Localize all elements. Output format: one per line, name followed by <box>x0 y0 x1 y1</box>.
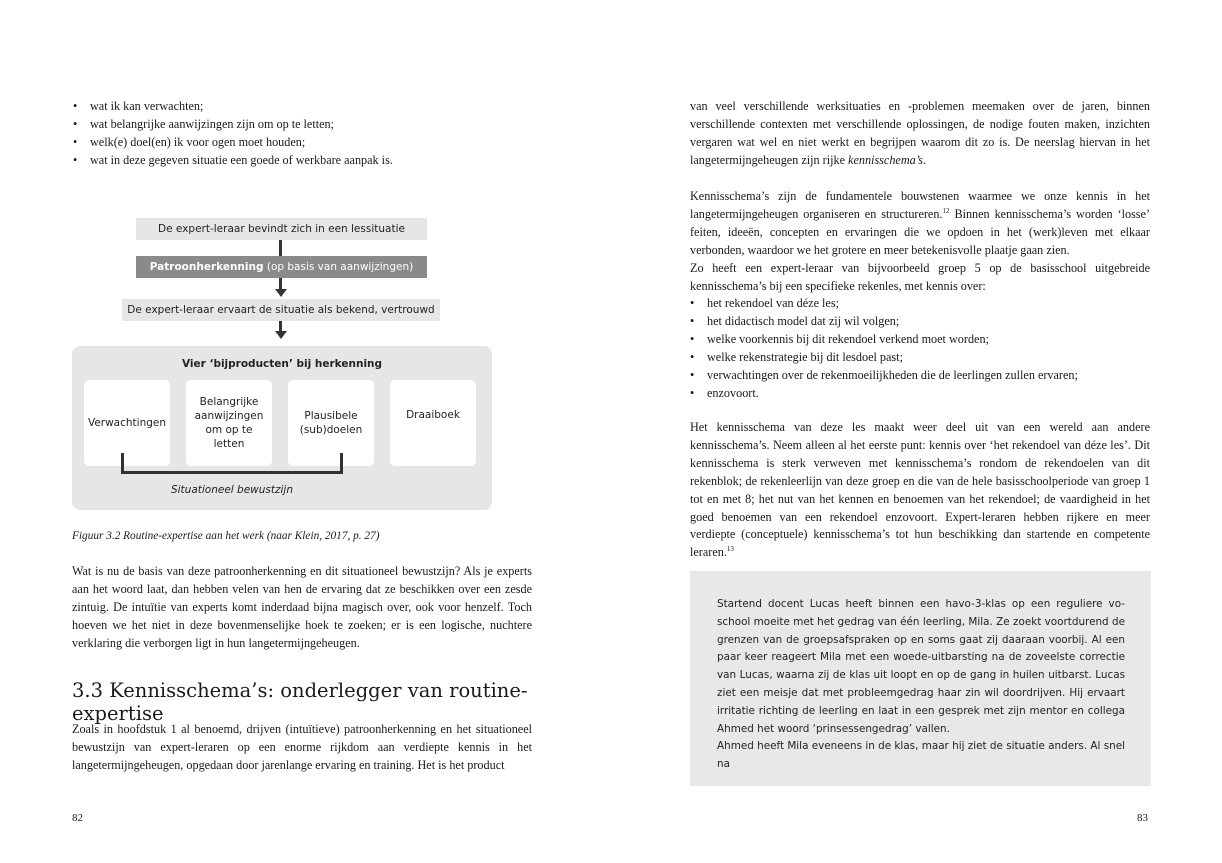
emphasis: kennisschema’s <box>848 152 923 167</box>
situation-box: De expert-leraar bevindt zich in een lessituatie <box>136 218 427 240</box>
panel-title: Vier ‘bijproducten’ bij herkenning <box>181 358 383 370</box>
bullet-list <box>73 98 533 170</box>
list-item: • wat ik kan verwachten; <box>73 98 533 116</box>
list-item: • enzovoort. <box>690 385 1150 403</box>
paragraph-text: Binnen kennisschema’s worden ‘losse’ feiten, ideeën, concepten en ervaringen die we opdoen in het (werk)leven met elkaar verbonden, waardoor we het grotere en meer betekenisvolle plaatje gaan zien. <box>690 206 1150 257</box>
routine-expertise-figure <box>72 216 492 510</box>
case-text <box>717 596 1125 774</box>
card-expectations: Verwachtingen <box>84 380 170 466</box>
list-item: • verwachtingen over de rekenmoeilijkheden die de leerlingen zullen ervaren; <box>690 367 1150 385</box>
paragraph <box>690 419 1150 562</box>
list-item: • wat in deze gegeven situatie een goede of werkbare aanpak is. <box>73 152 533 170</box>
card-goals: Plausibele (sub)doelen <box>288 380 374 466</box>
case-paragraph: Ahmed heeft Mila eveneens in de klas, maar hij ziet de situatie anders. Al snel na <box>717 740 1125 771</box>
pattern-recognition-detail: (op basis van aanwijzingen) <box>263 261 414 273</box>
paragraph: Wat is nu de basis van deze patroonherkenning en dit situationeel bewustzijn? Als je experts aan het woord laat, dan hebben velen van hen de ervaring dat ze beschikken over een zesde zintuig. De intuïtie van experts komt inderdaad bijna magisch over, ook voor henzelf. Toch hoeven we het niet in deze bovenmenselijke hoek te zoeken; er is een logische, nuchtere verklaring die verborgen ligt in hun langetermijngeheugen. <box>72 564 532 650</box>
list-item: • het rekendoel van déze les; <box>690 295 1150 313</box>
pattern-recognition-box <box>136 256 427 278</box>
section-heading: 3.3 Kennisschema’s: onderlegger van routine-expertise <box>72 679 528 725</box>
paragraph-block <box>690 188 1150 403</box>
case-paragraph: Startend docent Lucas heeft binnen een havo-3-klas op een reguliere vo-school moeite met het gedrag van één leerling, Mila. Ze zoekt voortdurend de grenzen van de groepsafspraken op en soms gaat zij daaraan voorbij. Al een paar keer reageert Mila met een woede-uitbarsting na de zoveelste correctie van Lucas, waarna zij de klas uit loopt en op de gang in huilen uitbarst. Lucas ziet een meisje dat met probleemgedrag haar zin wil doordrijven. Hij ervaart irritatie richting de leerling en laat in een gesprek met zijn mentor en collega Ahmed het woord ‘prinsessengedrag’ vallen. <box>717 598 1125 735</box>
bracket-label: Situationeel bewustzijn <box>170 484 294 496</box>
paragraph-end: . <box>922 152 927 167</box>
footnote-ref: 12 <box>942 206 950 215</box>
list-item: • het didactisch model dat zij wil volgen; <box>690 313 1150 331</box>
list-item: • welke rekenstrategie bij dit lesdoel past; <box>690 349 1150 367</box>
byproducts-panel <box>72 346 492 510</box>
card-cues: Belangrijke aanwijzingen om op te letten <box>186 380 272 466</box>
paragraph-text: Het kennisschema van deze les maakt weer deel uit van een wereld aan andere kennisschema’s. Neem alleen al het eerste punt: kennis over ‘het rekendoel van déze les’. Dit kennisschema is sterk verweven met kennisschema’s rondom de rekendoelen van dit rekenblok; de rekenleerlijn van deze groep en die van de hele basisschoolperiode van groep 1 tot en met 8; het nut van het kennen en benoemen van het rekendoel; de vaardigheid in het goed benoemen van een rekendoel enzovoort. Expert-leraren hebben rijkere en meer verdiepte (conceptuele) kennisschema’s tot hun beschikking dan startende en competente leraren. <box>690 420 1150 560</box>
right-page <box>611 0 1222 863</box>
bullet-list <box>690 295 1150 402</box>
paragraph-text: van veel verschillende werksituaties en -problemen meemaken over de jaren, binnen verschillende contexten met verschillende oplossingen, de nodige fouten maken, inzichten vergaren wat wel en niet werkt en begrijpen waarom dit zo is. De neerslag hiervan in het langetermijngeheugen zijn rijke <box>690 99 1150 167</box>
paragraph <box>690 98 1150 170</box>
card-script: Draaiboek <box>390 380 476 466</box>
familiar-situation-box: De expert-leraar ervaart de situatie als bekend, vertrouwd <box>122 299 440 321</box>
paragraph: Zoals in hoofdstuk 1 al benoemd, drijven (intuïtieve) patroonherkenning en het situationeel bewustzijn van expert-leraren op een enorme rijkdom aan verdiepte kennis in het langetermijngeheugen, opgedaan door jarenlange ervaring en training. Het is het product <box>72 722 532 772</box>
paragraph: Zo heeft een expert-leraar van bijvoorbeeld groep 5 op de basisschool uitgebreide kennisschema’s bij een specifieke rekenles, met kennis over: <box>690 260 1150 293</box>
arrow-down-icon <box>275 289 287 297</box>
pattern-recognition-label: Patroonherkenning <box>149 261 264 273</box>
page-number: 82 <box>72 812 83 824</box>
page-number: 83 <box>1137 812 1148 824</box>
paragraph-text: Kennisschema’s zijn de fundamentele bouwstenen waarmee we onze kennis in het langetermijngeheugen organiseren en structureren. <box>690 189 1150 221</box>
case-example-box <box>690 571 1151 786</box>
footnote-ref: 13 <box>726 545 734 554</box>
arrow-connector <box>279 240 282 256</box>
bracket <box>121 453 343 474</box>
list-item: • welke voorkennis bij dit rekendoel verkend moet worden; <box>690 331 1150 349</box>
paragraph <box>690 188 1150 260</box>
arrow-down-icon <box>275 331 287 339</box>
list-item: • welk(e) doel(en) ik voor ogen moet houden; <box>73 134 533 152</box>
list-item: • wat belangrijke aanwijzingen zijn om op te letten; <box>73 116 533 134</box>
figure-caption: Figuur 3.2 Routine-expertise aan het werk (naar Klein, 2017, p. 27) <box>72 530 380 542</box>
